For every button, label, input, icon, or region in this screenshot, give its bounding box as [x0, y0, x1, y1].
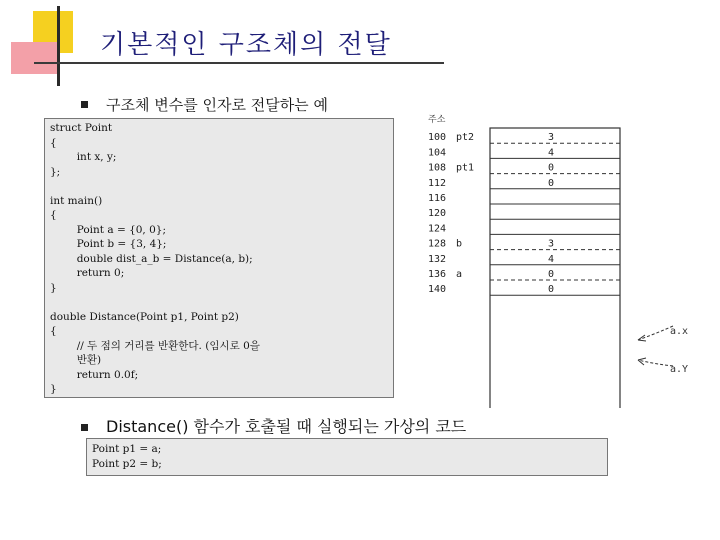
code-line: double dist_a_b = Distance(a, b);: [50, 252, 253, 265]
address-label: 100: [428, 132, 447, 144]
decor-pink-square: [11, 42, 57, 74]
code-line: return 0.0f;: [50, 368, 139, 381]
code-line: // 두 점의 거리를 반환한다. (임시로 0을: [50, 339, 260, 352]
code-line: Point p1 = a;: [92, 443, 162, 455]
memory-diagram: [420, 108, 720, 408]
address-label: 132: [428, 253, 447, 265]
bullet-text-1: 구조체 변수를 인자로 전달하는 예: [106, 96, 328, 114]
address-label: 124: [428, 223, 447, 235]
address-header: 주소: [428, 115, 446, 125]
variable-label: pt1: [456, 162, 475, 174]
memory-value: 4: [548, 253, 555, 265]
address-label: 128: [428, 238, 447, 250]
address-label: 104: [428, 147, 447, 159]
code-line: Point p2 = b;: [92, 457, 162, 470]
code-block-main: [44, 118, 394, 398]
bullet-text-2: Distance() 함수가 호출될 때 실행되는 가상의 코드: [106, 417, 467, 436]
address-label: 120: [428, 208, 447, 220]
arrow-a-y: [638, 358, 688, 375]
code-line: struct Point: [50, 122, 113, 134]
bullet-marker: [81, 424, 88, 431]
memory-value: 0: [548, 162, 555, 174]
address-label: 108: [428, 162, 447, 174]
variable-label: a: [456, 269, 463, 280]
code-line: double Distance(Point p1, Point p2): [50, 310, 239, 323]
address-label: 136: [428, 269, 447, 280]
code-line: }: [50, 383, 57, 395]
variable-label: b: [456, 238, 463, 250]
arrow-label-a-y: a.Y: [670, 364, 689, 375]
code-line: {: [50, 136, 57, 149]
slide-title: 기본적인 구조체의 전달: [100, 30, 392, 60]
memory-value: 0: [548, 284, 555, 296]
code-line: Point a = {0, 0};: [50, 223, 167, 236]
memory-value: 3: [548, 132, 555, 144]
arrow-a-x: [638, 326, 688, 341]
memory-value: 0: [548, 269, 555, 280]
arrow-label-a-x: a.x: [670, 326, 689, 337]
address-label: 112: [428, 177, 447, 189]
code-line: {: [50, 325, 57, 337]
code-line: };: [50, 165, 61, 178]
bullet-marker: [81, 101, 88, 108]
code-line: return 0;: [50, 267, 125, 279]
memory-value: 4: [548, 147, 555, 159]
memory-value: 3: [548, 238, 555, 250]
code-line: Point b = {3, 4};: [50, 238, 167, 250]
code-line: {: [50, 209, 57, 221]
code-line: int x, y;: [50, 151, 117, 163]
memory-value: 0: [548, 177, 555, 189]
decor-vertical-line: [57, 6, 60, 86]
memory-box: [490, 128, 620, 408]
code-line: 반환): [50, 354, 102, 366]
address-label: 116: [428, 193, 447, 204]
address-label: 140: [428, 284, 447, 296]
code-line: }: [50, 281, 57, 294]
variable-label: pt2: [456, 132, 475, 144]
title-underline: [34, 62, 444, 64]
code-line: int main(): [50, 194, 103, 207]
code-block-virtual: [86, 438, 608, 476]
